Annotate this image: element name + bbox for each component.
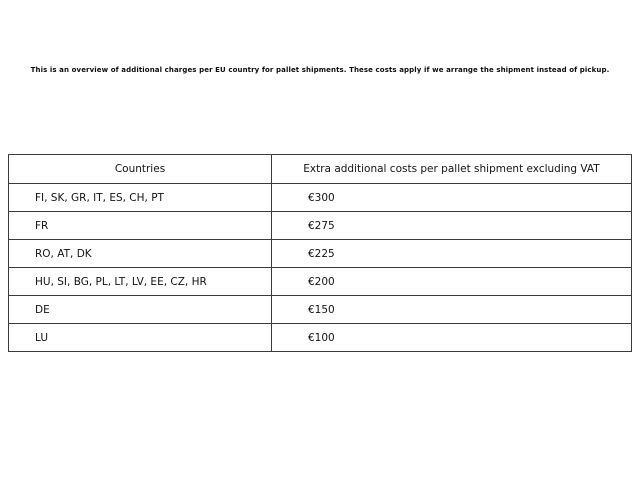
cell-cost: €150 — [271, 296, 631, 323]
cell-cost: €225 — [271, 240, 631, 267]
cell-cost: €300 — [271, 184, 631, 211]
table-row — [9, 267, 631, 295]
table-row — [9, 211, 631, 239]
table-row — [9, 183, 631, 211]
intro-text: This is an overview of additional charges per EU country for pallet shipments. These costs apply if we arrange the shipment instead of pickup. — [30, 66, 610, 74]
table-header-row — [9, 155, 631, 183]
cell-countries: FI, SK, GR, IT, ES, CH, PT — [35, 191, 164, 204]
cell-countries: RO, AT, DK — [35, 247, 92, 260]
cell-countries: FR — [35, 219, 49, 232]
header-cell-costs: Extra additional costs per pallet shipment excluding VAT — [271, 155, 631, 183]
cell-cost: €200 — [271, 268, 631, 295]
cell-cost: €100 — [271, 324, 631, 351]
cell-countries: DE — [35, 303, 50, 316]
table-row — [9, 239, 631, 267]
cell-countries: LU — [35, 331, 49, 344]
header-cell-countries: Countries — [114, 163, 166, 175]
cell-countries: HU, SI, BG, PL, LT, LV, EE, CZ, HR — [35, 275, 207, 288]
table-row — [9, 295, 631, 323]
charges-table — [8, 154, 632, 352]
table-row — [9, 323, 631, 351]
cell-cost: €275 — [271, 212, 631, 239]
